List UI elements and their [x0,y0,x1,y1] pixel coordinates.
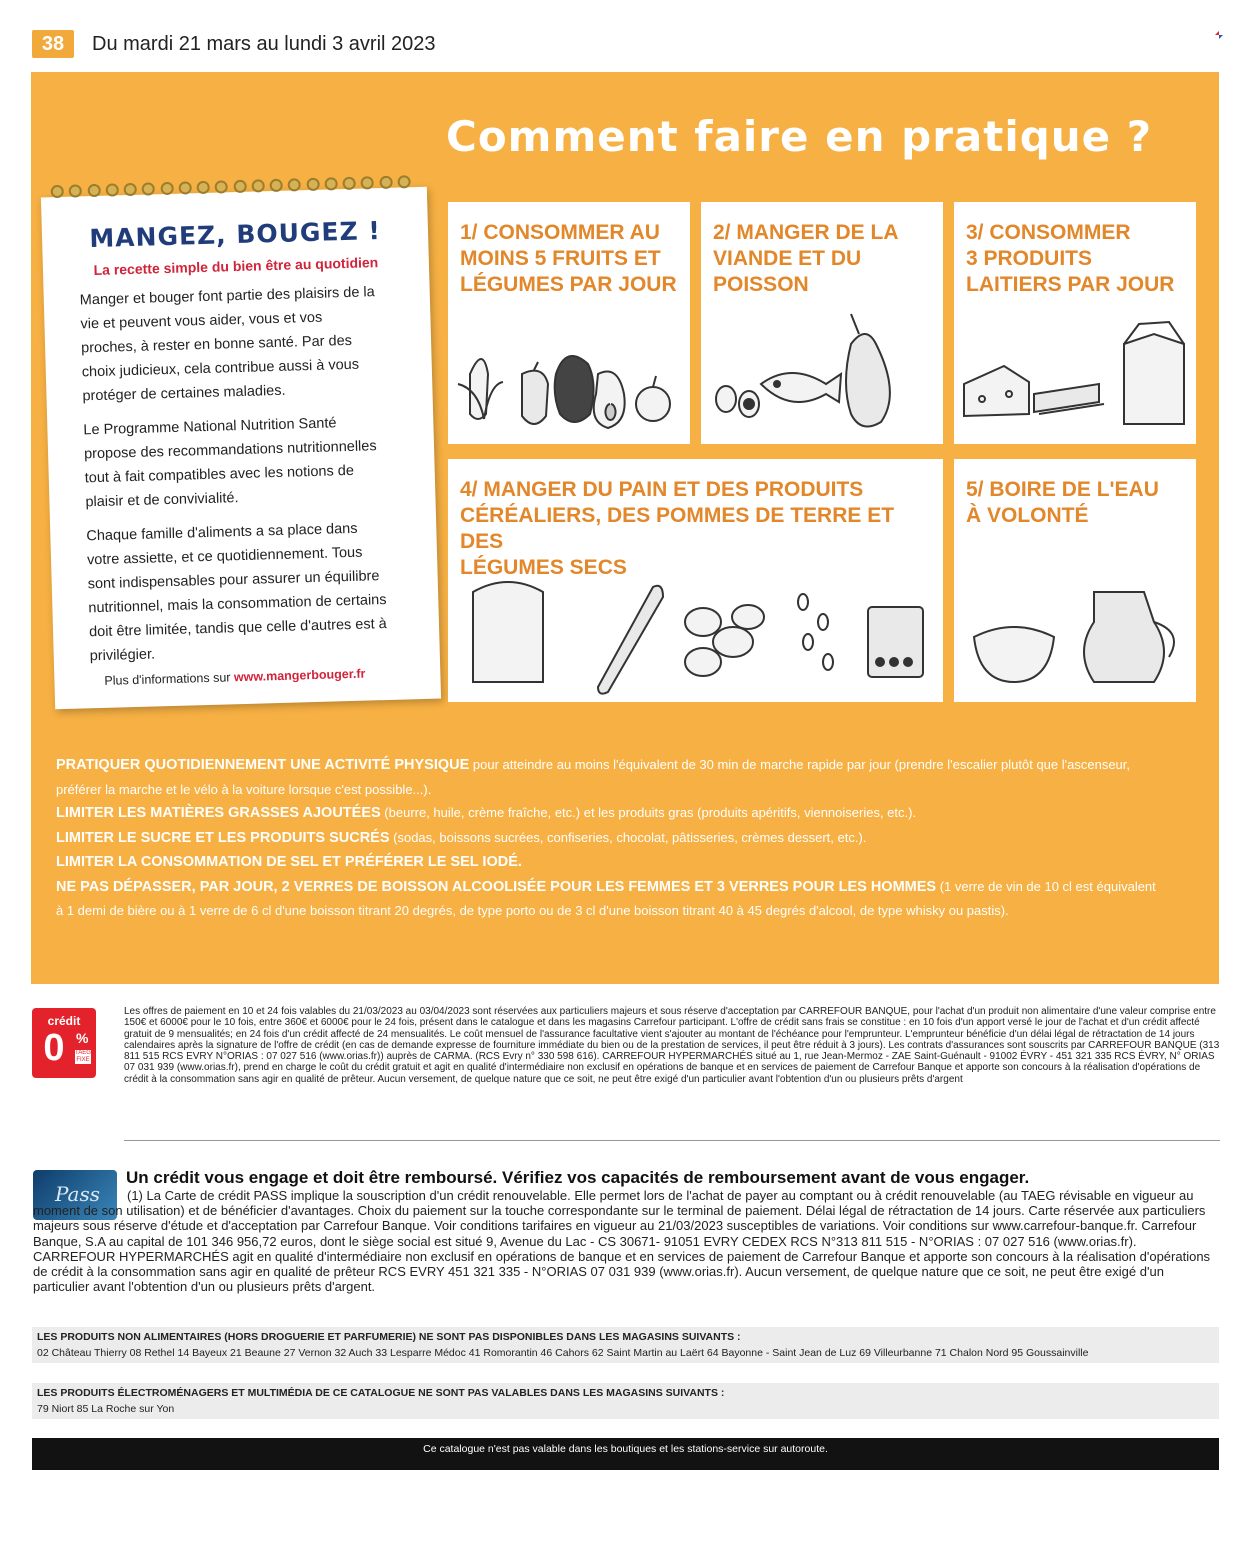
advice-item: LIMITER LA CONSOMMATION DE SEL ET PRÉFÉRER LE SEL IODÉ. [56,854,522,870]
divider [124,1140,1220,1141]
card-title: 5/ BOIRE DE L'EAU À VOLONTÉ [966,478,1159,527]
pass-card-image: Pass [33,1170,117,1220]
electro-list: 79 Niort 85 La Roche sur Yon [37,1403,175,1415]
credit-warning: Un crédit vous engage et doit être remboursé. Vérifiez vos capacités de remboursement avant de vous engager. [126,1168,1030,1187]
mangez-bougez-note [41,187,441,710]
card-title: 3/ CONSOMMER 3 PRODUITS LAITIERS PAR JOUR [966,221,1175,296]
mangerbouger-link[interactable]: www.mangerbouger.fr [233,666,366,685]
card-title: 2/ MANGER DE LA VIANDE ET DU POISSON [713,221,899,296]
electro-title: LES PRODUITS ÉLECTROMÉNAGERS ET MULTIMÉDIA DE CE CATALOGUE NE SONT PAS VALABLES DANS LES MAGASINS SUIVANTS : [37,1387,725,1399]
non-food-stores-box [32,1327,1219,1363]
advice-list [56,753,1166,923]
pass-legal-text: (1) La Carte de crédit PASS implique la souscription d'un crédit renouvelable. Elle permet lors de l'achat de payer au comptant ou à crédit renouvelable (au TAEG révisable en vigueur au moment de son utilisation) et de bénéficier d'avantages. Choix du paiement sur la touche correspondante sur le terminal de paiement. Délai légal de rétractation de 14 jours. Carte réservée aux particuliers majeurs sous réserve d'étude et d'acceptation par Carrefour Banque. Voir conditions tarifaires en vigueur au 21/03/2023 susceptibles de variations. Voir conditions sur www.carrefour-banque.fr. Carrefour Banque, S.A au capital de 101 346 956,72 euros, dont le siège social est situé 9, Avenue du Lac - CS 30671- 91051 EVRY CEDEX RCS N°313 811 515 - N°ORIAS : 07 027 516 (www.orias.fr). CARREFOUR HYPERMARCHÉS agit en qualité d'intermédiaire non exclusif en opérations de banque et en services de paiement de Carrefour Banque et apporte son concours à la réalisation d'opérations de crédit à la consommation sans agir en qualité de prêteur RCS EVRY 451 321 335 - N°ORIAS 07 031 939 (www.orias.fr). Aucun versement, de quelque nature que ce soit, ne peut être exigé d'un particulier avant l'obtention d'un ou plusieurs prêts d'argent. [33,1188,1211,1295]
advice-item: LIMITER LES MATIÈRES GRASSES AJOUTÉES (beurre, huile, crème fraîche, etc.) et les produits gras (produits apéritifs, viennoiseries, etc.). [56,805,917,821]
footer-bar: Ce catalogue n'est pas valable dans les boutiques et les stations-service sur autoroute. [32,1438,1219,1470]
card-dairy [954,202,1196,444]
brand-logo-icon [1214,30,1224,40]
note-subtitle: La recette simple du bien être au quotidien [93,254,379,279]
water-jug-icon [954,562,1196,702]
note-paragraph: Le Programme National Nutrition Santé propose des recommandations nutritionnelles tout à fait compatibles avec les notions de plaisir et de convivialité. [83,415,377,511]
note-paragraph: Manger et bouger font partie des plaisirs de la vie et peuvent vous aider, vous et vos proches, à rester en bonne santé. Par des choix judicieux, cela contribue aussi à vous protéger de certaines maladies. [79,284,375,405]
more-info: Plus d'informations sur www.mangerbouger.fr [104,666,366,688]
card-bread-cereals [448,459,943,702]
card-title: 4/ MANGER DU PAIN ET DES PRODUITS CÉRÉALIERS, DES POMMES DE TERRE ET DES LÉGUMES SECS [460,478,895,579]
meat-fish-icon [701,304,943,444]
non-food-list: 02 Château Thierry 08 Rethel 14 Bayeux 21 Beaune 27 Vernon 32 Auch 33 Lesparre Médoc 41 Romorantin 46 Cahors 62 Saint Martin au Laërt 64 Bayonne - Saint Jean de Luz 69 Villeurbanne 71 Chalon Nord 95 Goussainville [37,1347,1089,1359]
non-food-title: LES PRODUITS NON ALIMENTAIRES (HORS DROGUERIE ET PARFUMERIE) NE SONT PAS DISPONIBLES DANS LES MAGASINS SUIVANTS : [37,1331,741,1343]
electro-stores-box [32,1383,1219,1419]
card-title: 1/ CONSOMMER AU MOINS 5 FRUITS ET LÉGUMES PAR JOUR [460,221,677,296]
main-title: Comment faire en pratique ? [446,112,1153,161]
card-meat-fish [701,202,943,444]
advice-item: LIMITER LE SUCRE ET LES PRODUITS SUCRÉS (sodas, boissons sucrées, confiseries, chocolat, pâtisseries, crèmes dessert, etc.). [56,829,867,846]
credit-legal-text: Les offres de paiement en 10 et 24 fois valables du 21/03/2023 au 03/04/2023 sont réservées aux particuliers majeurs et sous réserve d'acceptation par CARREFOUR BANQUE, pour l'achat d'un produit non alimentaire d'une valeur comprise entre 150€ et 6000€ pour le 10 fois, entre 360€ et 6000€ pour le 24 fois, présent dans le catalogue et dans les magasins Carrefour participant. L'offre de crédit sans frais se constitue : en 10 fois d'un apport versé le jour de l'achat et d'un crédit affecté gratuit de 9 mensualités; en 24 fois d'un crédit affecté de 24 mensualités. Le coût mensuel de l'assurance facultative vient s'ajouter au montant de l'échéance pour l'emprunteur. L'emprunteur bénéficie d'un délai légal de rétractation de 14 jours calendaires après la signature de l'offre de crédit (en cas de demande expresse de fourniture immédiate du bien ou de la prestation de services, il peut être réduit à 3 jours). Les contrats d'assurances sont souscrits par CARREFOUR BANQUE (313 811 515 RCS EVRY N°ORIAS : 07 027 516 (www.orias.fr)) auprès de CARMA. (RCS Evry n° 330 598 616). CARREFOUR HYPERMARCHÉS situé au 1, rue Jean-Mermoz - ZAE Saint-Guénault - 91002 ÉVRY - 451 321 335 RCS ÉVRY, N° ORIAS 07 031 939 (www.orias.fr), prend en charge le coût du crédit gratuit et agit en qualité d'intermédiaire non exclusif en opérations de banque et en services de paiement de Carrefour Banque et apporte son concours à la réalisation d'opérations de crédit à la consommation sans agir en qualité de prêteur. Aucun versement, de quelque nature que ce soit, ne peut être exigé d'un particulier avant l'obtention d'un ou plusieurs prêts d'argent [124,1006,1220,1085]
card-fruits-vegetables [448,202,690,444]
fruits-vegetables-icon [448,304,690,444]
bread-cereals-icon [448,562,943,702]
page-number: 38 [32,30,74,58]
note-title: MANGEZ, BOUGEZ ! [88,216,382,254]
card-water [954,459,1196,702]
advice-item: NE PAS DÉPASSER, PAR JOUR, 2 VERRES DE BOISSON ALCOOLISÉE POUR LES FEMMES ET 3 VERRES POUR LES HOMMES (1 verre de vin de 10 cl est équivalent à 1 demi de bière ou à 1 verre de 6 cl d'une boisson titrant 20 degrés, de type porto ou de 3 cl d'une boisson titrant 40 à 45 degrés d'alcool, de type whisky ou pastis). [56,878,1156,918]
date-range: Du mardi 21 mars au lundi 3 avril 2023 [92,33,436,55]
dairy-icon [954,304,1196,444]
credit-zero-badge: crédit 0 % TAEG FIXE [32,1008,96,1078]
advice-item: PRATIQUER QUOTIDIENNEMENT UNE ACTIVITÉ PHYSIQUE pour atteindre au moins l'équivalent de 30 min de marche rapide par jour (prendre l'escalier plutôt que l'ascenseur, préférer la marche et le vélo à la voiture lorsque c'est possible...). [56,757,1130,797]
note-paragraph: Chaque famille d'aliments a sa place dans votre assiette, et ce quotidiennement. Tous sont indispensables pour assurer un équilibre nutritionnel, mais la consommation de certains doit être limitée, tandis que celle d'autres est à privilégier. [86,520,387,665]
